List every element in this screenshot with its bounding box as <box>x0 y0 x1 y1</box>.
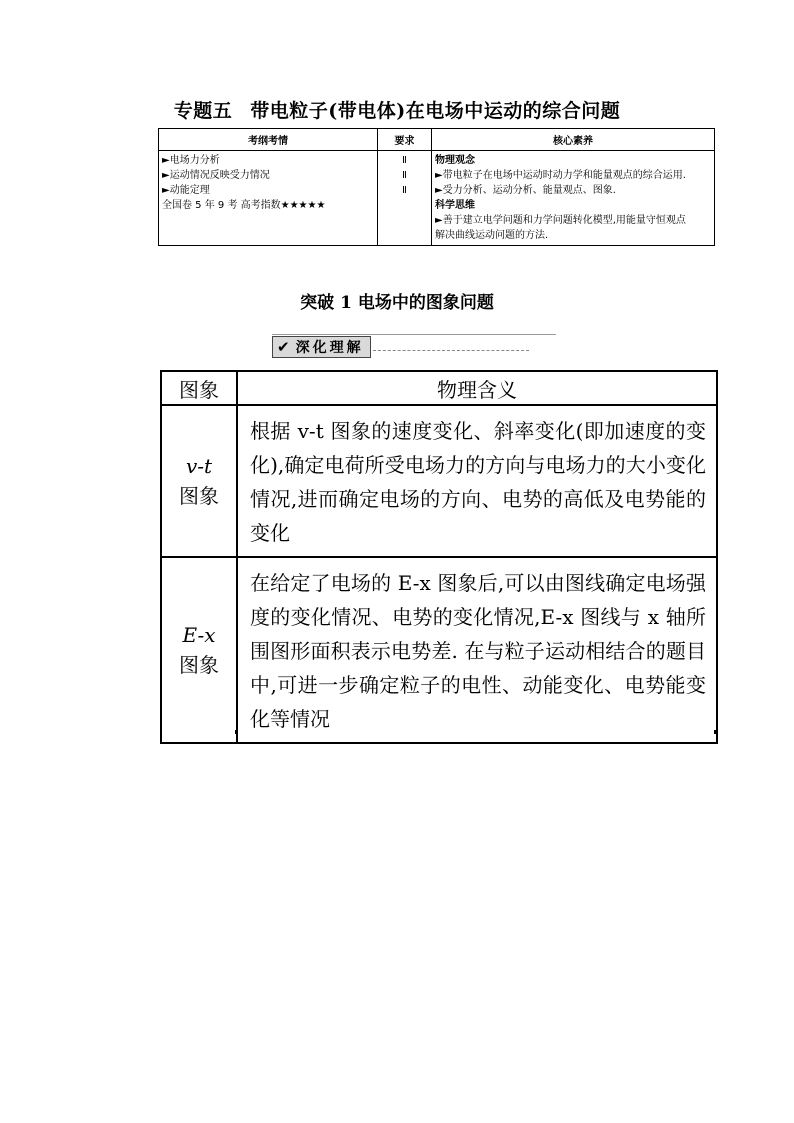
literacy-heading: 科学思维 <box>435 200 475 211</box>
requirement-level: Ⅱ <box>402 185 407 196</box>
title-topic: 专题五 <box>173 100 233 122</box>
table-continuation-mark <box>714 730 716 734</box>
graph-type-symbol: E-x <box>182 623 216 647</box>
literacy-item: ►带电粒子在电场中运动时动力学和能量观点的综合运用. <box>435 170 686 181</box>
graph-type-symbol: v-t <box>185 454 213 478</box>
header-requirement: 要求 <box>378 129 432 151</box>
graph-type-word: 图象 <box>179 653 219 677</box>
exam-point: ►电场力分析 <box>162 155 220 166</box>
check-icon: ✔ <box>277 338 290 356</box>
exam-point: ►运动情况反映受力情况 <box>162 170 270 181</box>
graph-type-cell <box>161 405 237 557</box>
table-row <box>161 557 717 743</box>
exam-table-body-row <box>159 151 715 246</box>
table-row <box>161 405 717 557</box>
literacy-item: 解决曲线运动问题的方法. <box>435 230 549 241</box>
section-title: 突破 1 电场中的图象问题 <box>300 293 494 313</box>
header-core-literacy: 核心素养 <box>432 129 715 151</box>
exam-table-header-row <box>159 129 715 151</box>
graph-meaning-cell: 根据 v-t 图象的速度变化、斜率变化(即加速度的变化),确定电荷所受电场力的方向与电场力的大小变化情况,进而确定电场的方向、电势的高低及电势能的变化 <box>237 405 717 557</box>
literacy-heading: 物理观念 <box>435 155 475 166</box>
badge-box <box>272 336 371 358</box>
graph-table-header-row <box>161 371 717 405</box>
table-continuation-mark <box>160 730 162 734</box>
header-exam: 考纲考情 <box>159 129 378 151</box>
section-badge <box>272 336 529 358</box>
badge-rule <box>272 334 556 335</box>
literacy-item: ►善于建立电学问题和力学问题转化模型,用能量守恒观点 <box>435 215 686 226</box>
requirement-level: Ⅱ <box>402 155 407 166</box>
graph-meaning-table <box>160 370 718 744</box>
page-title <box>0 96 794 123</box>
graph-type-word: 图象 <box>179 484 219 508</box>
badge-label: 深化理解 <box>295 340 364 356</box>
graph-type-cell <box>161 557 237 743</box>
literacy-item: ►受力分析、运动分析、能量观点、图象. <box>435 185 616 196</box>
exam-point: ►动能定理 <box>162 185 210 196</box>
exam-frequency: 全国卷 5 年 9 考 高考指数★★★★★ <box>162 200 326 211</box>
graph-meaning-cell: 在给定了电场的 E-x 图象后,可以由图线确定电场强度的变化情况、电势的变化情况,E-x 图线与 x 轴所围图形面积表示电势差. 在与粒子运动相结合的题目中,可进一步确定粒子的电性、动能变化、电势能变化等情况 <box>237 557 717 743</box>
requirement-levels-cell <box>378 151 432 246</box>
title-text: 带电粒子(带电体)在电场中运动的综合问题 <box>250 100 621 122</box>
exam-requirements-table <box>158 128 715 246</box>
header-physical-meaning: 物理含义 <box>237 371 717 405</box>
exam-points-cell <box>159 151 378 246</box>
badge-dashed-line <box>373 350 529 351</box>
table-continuation-mark <box>235 730 237 734</box>
header-graph: 图象 <box>161 371 237 405</box>
requirement-level: Ⅱ <box>402 170 407 181</box>
core-literacy-cell <box>432 151 715 246</box>
